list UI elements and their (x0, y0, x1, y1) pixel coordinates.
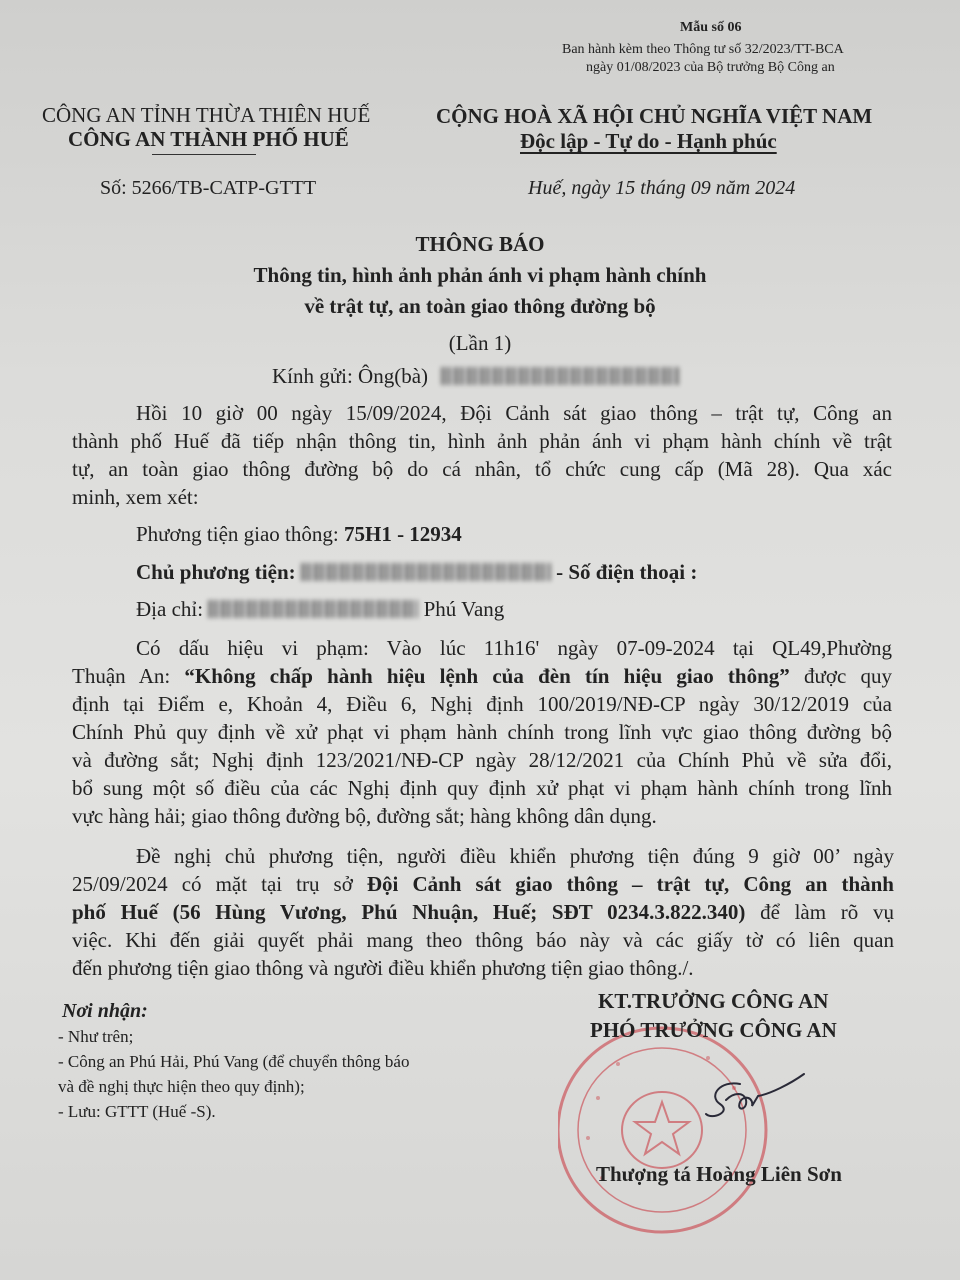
vehicle-label: Phương tiện giao thông: (136, 522, 344, 546)
request-date-text: 25/09/2024 có mặt tại trụ sở (72, 872, 367, 896)
violation-location: Thuận An: (72, 664, 185, 688)
redacted-owner-name (301, 563, 551, 581)
recipient-item: và đề nghị thực hiện theo quy định); (58, 1077, 305, 1096)
intro-paragraph (72, 399, 892, 511)
recipient-line (272, 364, 679, 389)
recipient-item: - Công an Phú Hải, Phú Vang (để chuyển thông báo (58, 1052, 410, 1071)
agency-name: CÔNG AN THÀNH PHỐ HUẾ (68, 127, 349, 151)
address-line (136, 597, 504, 622)
agency-underline (152, 154, 256, 155)
violation-line-suffix: được quy (789, 664, 892, 688)
violation-line: bổ sung một số điều của các Nghị định quy định xử phạt vi phạm hành chính trong lĩnh (72, 776, 892, 800)
request-office-address: phố Huế (56 Hùng Vương, Phú Nhuận, Huế; SĐT 0234.3.822.340) (72, 900, 746, 924)
vehicle-plate: 75H1 - 12934 (343, 522, 462, 546)
form-number: Mẫu số 06 (680, 20, 742, 35)
signature-role-2: PHÓ TRƯỞNG CÔNG AN (590, 1018, 837, 1042)
place-date: Huế, ngày 15 tháng 09 năm 2024 (528, 177, 796, 199)
intro-line: tự, an toàn giao thông đường bộ do cá nhân, tổ chức cung cấp (Mã 28). Qua xác (72, 457, 892, 481)
occurrence: (Lần 1) (448, 331, 512, 355)
violation-offense: “Không chấp hành hiệu lệnh của đèn tín hiệu giao thông” (184, 664, 790, 688)
request-office: Đội Cảnh sát giao thông – trật tự, Công an thành (366, 872, 894, 896)
request-line-suffix: để làm rõ vụ (745, 900, 894, 924)
document-number: Số: 5266/TB-CATP-GTTT (100, 177, 317, 199)
intro-line: minh, xem xét: (72, 485, 199, 509)
request-line (72, 870, 894, 898)
violation-line: Có dấu hiệu vi phạm: Vào lúc 11h16' ngày 07-09-2024 tại QL49,Phường (136, 636, 892, 660)
signatory-name: Thượng tá Hoàng Liên Sơn (596, 1162, 842, 1186)
signature-role-1: KT.TRƯỞNG CÔNG AN (598, 989, 829, 1013)
violation-line: vực hàng hải; giao thông đường bộ, đường sắt; hàng không dân dụng. (72, 804, 657, 828)
violation-line: Chính Phủ quy định về xử phạt vi phạm hành chính trong lĩnh vực giao thông đường bộ (72, 720, 892, 744)
request-line: Đề nghị chủ phương tiện, người điều khiển phương tiện đúng 9 giờ 00’ ngày (136, 844, 894, 868)
intro-line: Hồi 10 giờ 00 ngày 15/09/2024, Đội Cảnh sát giao thông – trật tự, Công an (136, 401, 892, 425)
nation-name: CỘNG HOÀ XÃ HỘI CHỦ NGHĨA VIỆT NAM (436, 104, 873, 128)
national-motto: Độc lập - Tự do - Hạnh phúc (520, 129, 777, 153)
address-district: Phú Vang (418, 597, 505, 621)
owner-phone-label: - Số điện thoại : (550, 560, 698, 584)
owner-label: Chủ phương tiện: (136, 560, 301, 584)
request-line: việc. Khi đến giải quyết phải mang theo thông báo này và các giấy tờ có liên quan (72, 928, 894, 952)
request-line: đến phương tiện giao thông và người điều khiển phương tiện giao thông./. (72, 956, 694, 980)
redacted-address (208, 600, 418, 618)
form-issued-line1: Ban hành kèm theo Thông tư số 32/2023/TT-BCA (562, 42, 844, 57)
redacted-recipient-name (441, 367, 679, 385)
violation-line: và đường sắt; Nghị định 123/2021/NĐ-CP ngày 28/12/2021 của Chính Phủ về sửa đổi, (72, 748, 892, 772)
owner-line (136, 560, 697, 585)
signature-mark (700, 1070, 810, 1130)
recipient-label: Kính gửi: Ông(bà) (272, 364, 429, 388)
recipient-item: - Lưu: GTTT (Huế -S). (58, 1102, 216, 1121)
recipient-item: - Như trên; (58, 1027, 134, 1046)
agency-parent: CÔNG AN TỈNH THỪA THIÊN HUẾ (42, 103, 371, 127)
violation-line: định tại Điểm e, Khoản 4, Điều 6, Nghị định 100/2019/NĐ-CP ngày 30/12/2019 của (72, 692, 892, 716)
address-label: Địa chỉ: (136, 597, 209, 621)
request-paragraph (72, 842, 894, 982)
vehicle-line (136, 522, 462, 547)
document-title: THÔNG BÁO (415, 232, 545, 256)
document-subtitle-2: về trật tự, an toàn giao thông đường bộ (304, 294, 656, 318)
document-subtitle-1: Thông tin, hình ảnh phản ánh vi phạm hành chính (253, 263, 707, 287)
recipients-title: Nơi nhận: (62, 1000, 148, 1022)
intro-line: thành phố Huế đã tiếp nhận thông tin, hình ảnh phản ánh vi phạm hành chính về trật (72, 429, 892, 453)
form-issued-line2: ngày 01/08/2023 của Bộ trưởng Bộ Công an (586, 60, 835, 75)
request-line (72, 898, 894, 926)
violation-line (72, 662, 892, 690)
violation-paragraph (72, 634, 892, 830)
